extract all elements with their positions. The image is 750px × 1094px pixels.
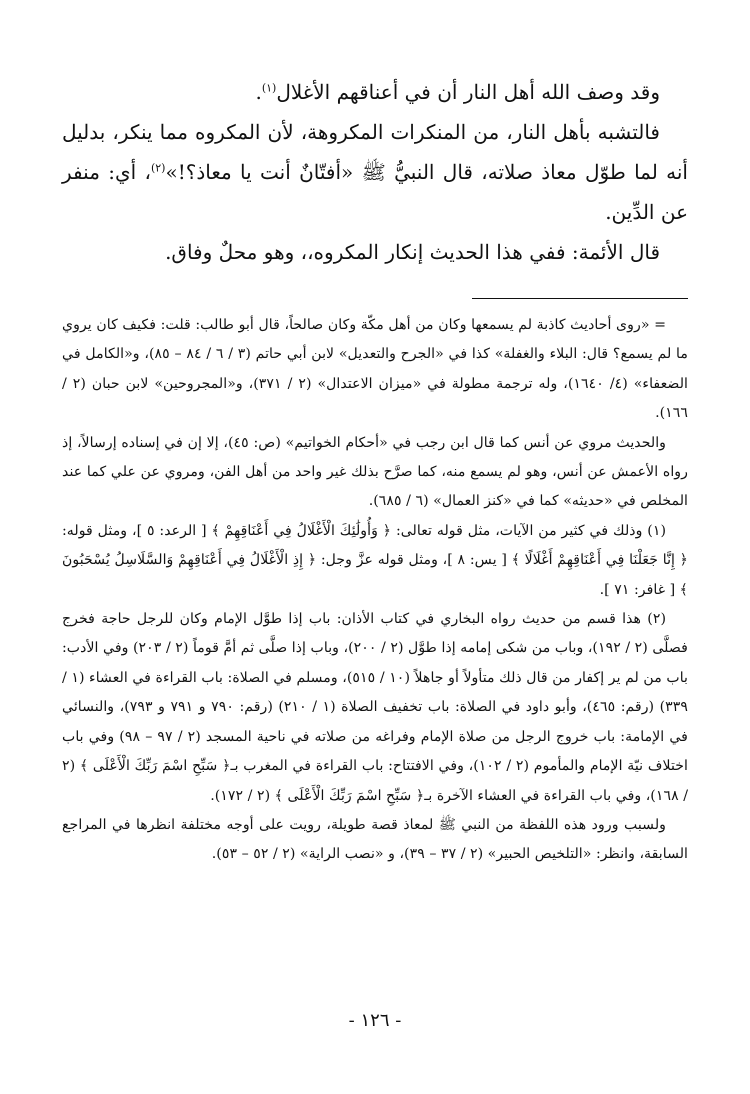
footnote-2-context: ولسبب ورود هذه اللفظة من النبي ﷺ لمعاذ قصة طويلة، رويت على أوجه مختلفة انظرها في المراجع السابقة، وانظر: «التلخيص الحبير» (٢ / ٣٧ – ٣٩)، و «نصب الراية» (٢ / ٥٢ – ٥٣). — [62, 816, 688, 863]
page-number: - ١٢٦ - — [348, 1010, 402, 1031]
footnote-hadith-note: والحديث مروي عن أنس كما قال ابن رجب في «أحكام الخواتيم» (ص: ٤٥)، إلا إن في إسناده إرسالاً، إذ رواه الأعمش عن أنس، وهو لم يسمع منه، كما صرَّح بذلك غير واحد من أهل الفن، ومروي عن علي كما عند المخلص في «حديثه» كما في «كنز العمال» (٦ / ٦٨٥). — [62, 434, 688, 510]
document-page — [62, 72, 688, 870]
footnotes — [62, 311, 688, 870]
main-paragraph-2-text: فالتشبه بأهل النار، من المنكرات المكروهة، لأن المكروه مما ينكر، بدليل أنه لما طوّل معاذ صلاته، قال النبيُّ ﷺ «أفتّانٌ أنت يا معاذ؟!» — [62, 120, 688, 184]
main-paragraph-3: قال الأئمة: ففي هذا الحديث إنكار المكروه،، وهو محلٌ وفاق. — [165, 240, 660, 264]
footnote-continuation: = «روى أحاديث كاذبة لم يسمعها وكان من أهل مكّة وكان صالحاً، قال أبو طالب: قلت: فكيف كان يروي ما لم يسمع؟ قال: البلاء والغفلة» كذا في «الجرح والتعديل» لابن أبي حاتم (٣ / ٦ / ٨٤ – ٨٥)، و«الكامل في الضعفاء» (٤/ ١٦٤٠)، وله ترجمة مطولة في «ميزان الاعتدال» (٢ / ٣٧١)، و«المجروحين» لابن حبان (٢ / ١٦٦). — [62, 317, 688, 422]
main-paragraph-1 — [62, 72, 688, 112]
main-text — [62, 72, 688, 272]
footnote-divider — [472, 298, 688, 299]
main-paragraph-2-tail: ، أي: منفر عن الدِّين. — [62, 160, 688, 224]
footnote-1: (١) وذلك في كثير من الآيات، مثل قوله تعالى: ﴿ وَأُولَٰئِكَ الْأَغْلَالُ فِي أَعْنَاقِهِمْ ﴾ [ الرعد: ٥ ]، ومثل قوله: ﴿ إِنَّا جَعَلْنَا فِي أَعْنَاقِهِمْ أَغْلَالًا ﴾ [ يس: ٨ ]، ومثل قوله عزَّ وجل: ﴿ إِذِ الْأَغْلَالُ فِي أَعْنَاقِهِمْ وَالسَّلَاسِلُ يُسْحَبُونَ ﴾ [ غافر: ٧١ ]. — [62, 522, 688, 598]
main-paragraph-1-end: . — [255, 80, 262, 104]
main-paragraph-2 — [62, 112, 688, 232]
main-paragraph-1-text: وقد وصف الله أهل النار أن في أعناقهم الأغلال — [276, 80, 660, 104]
footnote-ref-1: (١) — [261, 81, 277, 95]
footnote-2: (٢) هذا قسم من حديث رواه البخاري في كتاب الأذان: باب إذا طوَّل الإمام وكان للرجل حاجة فخرج فصلَّى (٢ / ١٩٢)، وباب من شكى إمامه إذا طوَّل (٢ / ٢٠٠)، وباب إذا صلَّى ثم أمَّ قوماً (٢ / ٢٠٣) وفي الأدب: باب من لم ير إكفار من قال ذلك متأولاً أو جاهلاً (١٠ / ٥١٥)، ومسلم في الصلاة: باب القراءة في العشاء (١ / ٣٣٩) (رقم: ٤٦٥)، وأبو داود في الصلاة: باب تخفيف الصلاة (١ / ٢١٠) (رقم: ٧٩٠ و ٧٩١ و ٧٩٣)، والنسائي في الإمامة: باب خروج الرجل من صلاة الإمام وفراغه من صلاته في ناحية المسجد (٢ / ٩٧ – ٩٨) وفي باب اختلاف نيّة الإمام والمأموم (٢ / ١٠٢)، وفي الافتتاح: باب القراءة في المغرب بـ﴿ سَبِّحِ اسْمَ رَبِّكَ الْأَعْلَى ﴾ (٢ / ١٦٨)، وفي باب القراءة في العشاء الآخرة بـ﴿ سَبِّحِ اسْمَ رَبِّكَ الْأَعْلَى ﴾ (٢ / ١٧٢). — [62, 611, 689, 804]
footnote-ref-2: (٢) — [150, 161, 166, 175]
